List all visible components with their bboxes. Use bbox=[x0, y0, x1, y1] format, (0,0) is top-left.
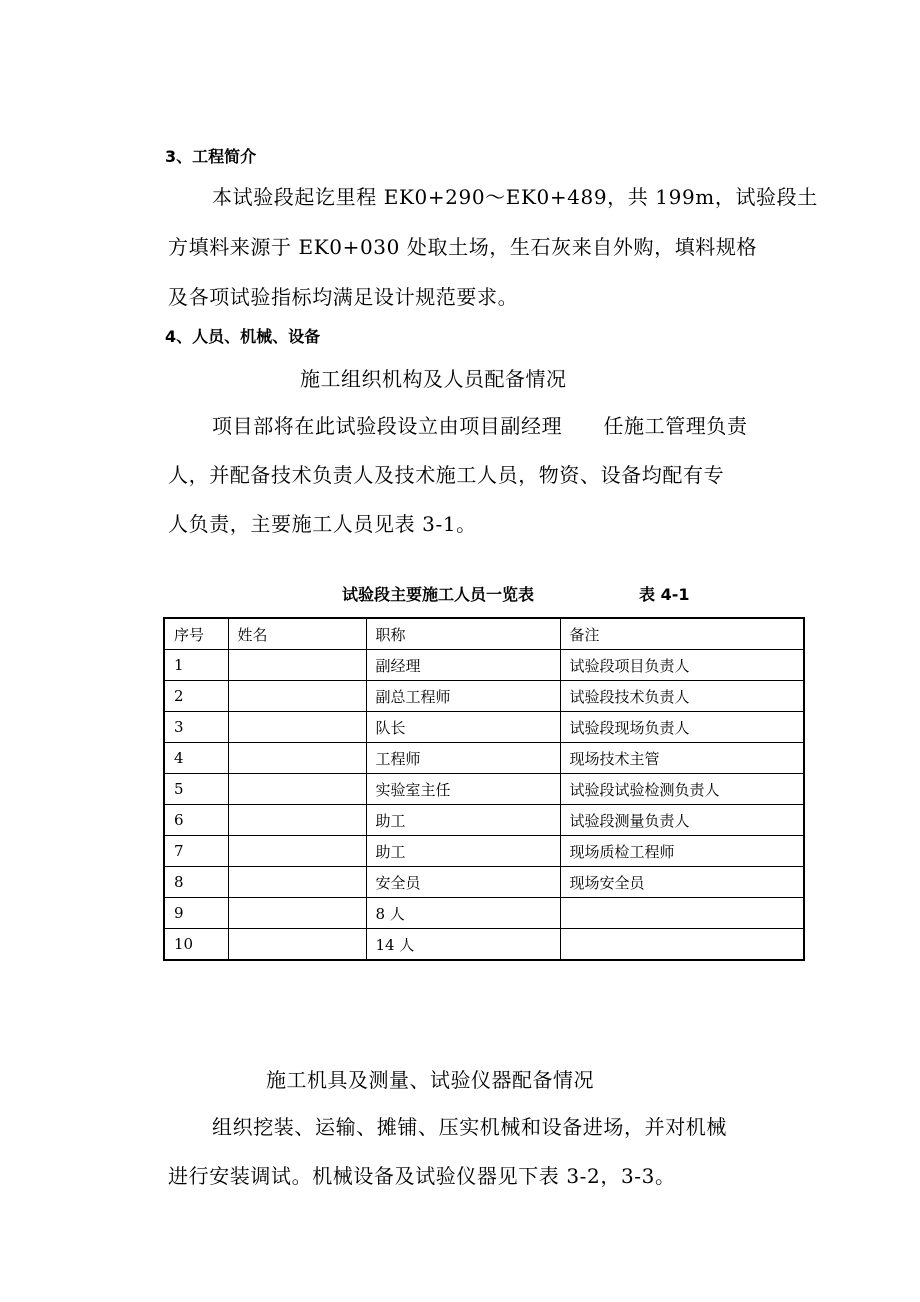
cell-remark: 现场技术主管 bbox=[560, 743, 804, 774]
cell-title: 工程师 bbox=[366, 743, 560, 774]
section-3-paragraph-line-2: 方填料来源于 EK0+030 处取土场，生石灰来自外购，填料规格 bbox=[168, 235, 758, 259]
table-row bbox=[164, 774, 804, 805]
cell-index: 2 bbox=[164, 681, 228, 712]
section-3-paragraph-line-3: 及各项试验指标均满足设计规范要求。 bbox=[168, 285, 519, 309]
cell-title: 副经理 bbox=[366, 650, 560, 681]
org-paragraph-line-1: 项目部将在此试验段设立由项目副经理 任施工管理负责 bbox=[212, 414, 748, 438]
cell-index: 7 bbox=[164, 836, 228, 867]
cell-remark: 现场安全员 bbox=[560, 867, 804, 898]
cell-title: 副总工程师 bbox=[366, 681, 560, 712]
table-row bbox=[164, 712, 804, 743]
table-row bbox=[164, 805, 804, 836]
cell-title: 助工 bbox=[366, 805, 560, 836]
cell-index: 8 bbox=[164, 867, 228, 898]
cell-title: 安全员 bbox=[366, 867, 560, 898]
cell-remark: 试验段试验检测负责人 bbox=[560, 774, 804, 805]
cell-title: 8 人 bbox=[366, 898, 560, 929]
cell-remark: 试验段测量负责人 bbox=[560, 805, 804, 836]
cell-title: 实验室主任 bbox=[366, 774, 560, 805]
table-row bbox=[164, 929, 804, 961]
org-structure-title: 施工组织机构及人员配备情况 bbox=[300, 367, 567, 391]
header-cell-name: 姓名 bbox=[228, 618, 366, 650]
cell-title: 14 人 bbox=[366, 929, 560, 961]
table-row bbox=[164, 867, 804, 898]
cell-remark bbox=[560, 929, 804, 961]
section-4-heading: 4、人员、机械、设备 bbox=[165, 327, 321, 346]
table-row bbox=[164, 836, 804, 867]
cell-index: 5 bbox=[164, 774, 228, 805]
cell-name bbox=[228, 836, 366, 867]
cell-name bbox=[228, 898, 366, 929]
cell-title: 助工 bbox=[366, 836, 560, 867]
cell-name bbox=[228, 867, 366, 898]
cell-name bbox=[228, 774, 366, 805]
cell-index: 3 bbox=[164, 712, 228, 743]
cell-index: 9 bbox=[164, 898, 228, 929]
table-caption: 试验段主要施工人员一览表 bbox=[342, 585, 535, 604]
cell-index: 6 bbox=[164, 805, 228, 836]
cell-index: 4 bbox=[164, 743, 228, 774]
cell-name bbox=[228, 929, 366, 961]
cell-remark: 试验段技术负责人 bbox=[560, 681, 804, 712]
cell-name bbox=[228, 805, 366, 836]
org-paragraph-line-3: 人负责，主要施工人员见表 3-1。 bbox=[168, 512, 477, 536]
cell-index: 10 bbox=[164, 929, 228, 961]
cell-name bbox=[228, 650, 366, 681]
header-cell-remark: 备注 bbox=[560, 618, 804, 650]
cell-index: 1 bbox=[164, 650, 228, 681]
staff-table bbox=[163, 617, 805, 961]
cell-name bbox=[228, 743, 366, 774]
cell-remark bbox=[560, 898, 804, 929]
cell-name bbox=[228, 712, 366, 743]
table-number: 表 4-1 bbox=[639, 585, 690, 604]
section-3-heading: 3、工程简介 bbox=[165, 147, 257, 166]
cell-remark: 试验段现场负责人 bbox=[560, 712, 804, 743]
machinery-title: 施工机具及测量、试验仪器配备情况 bbox=[266, 1068, 594, 1092]
cell-remark: 现场质检工程师 bbox=[560, 836, 804, 867]
machinery-paragraph-line-2: 进行安装调试。机械设备及试验仪器见下表 3-2，3-3。 bbox=[168, 1164, 676, 1188]
org-paragraph-line-2: 人，并配备技术负责人及技术施工人员，物资、设备均配有专 bbox=[168, 463, 725, 487]
table-row bbox=[164, 898, 804, 929]
header-cell-title: 职称 bbox=[366, 618, 560, 650]
section-3-paragraph-line-1: 本试验段起讫里程 EK0+290～EK0+489，共 199m，试验段土 bbox=[212, 185, 818, 209]
cell-name bbox=[228, 681, 366, 712]
table-row bbox=[164, 650, 804, 681]
table-row bbox=[164, 681, 804, 712]
cell-remark: 试验段项目负责人 bbox=[560, 650, 804, 681]
machinery-paragraph-line-1: 组织挖装、运输、摊铺、压实机械和设备进场，并对机械 bbox=[212, 1115, 727, 1139]
table-row bbox=[164, 743, 804, 774]
header-cell-index: 序号 bbox=[164, 618, 228, 650]
cell-title: 队长 bbox=[366, 712, 560, 743]
table-header-row bbox=[164, 618, 804, 650]
